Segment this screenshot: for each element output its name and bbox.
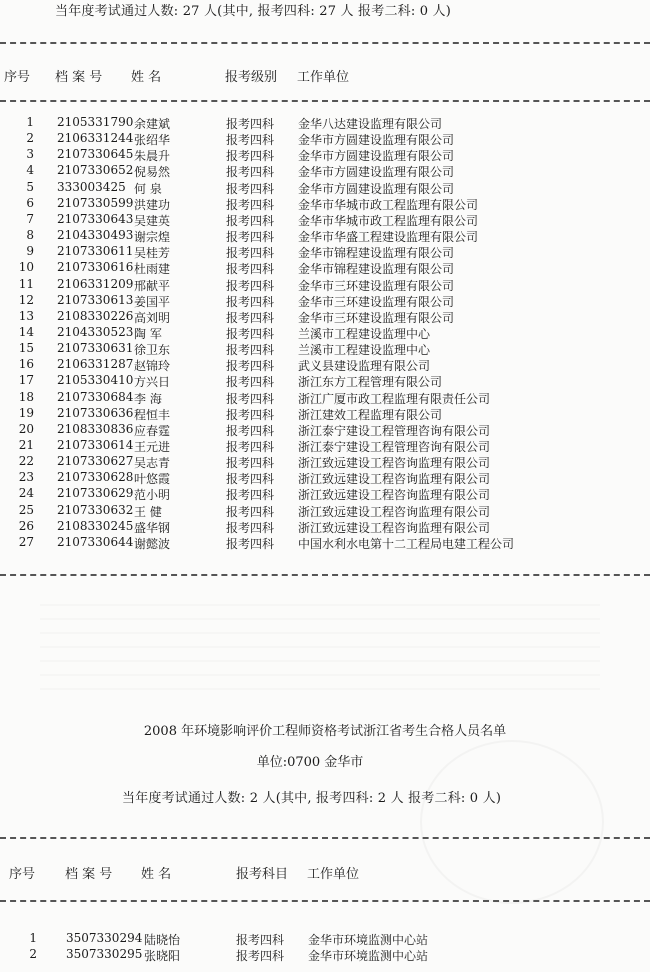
- table-row: [0, 422, 650, 438]
- row-index: 1: [26, 115, 34, 129]
- row-work-unit: 武义县建设监理有限公司: [298, 359, 431, 374]
- table-row: [0, 131, 650, 147]
- table-row: [0, 373, 650, 389]
- row-index: 5: [26, 179, 34, 194]
- row-work-unit: 金华市锦程建设监理有限公司: [298, 262, 455, 277]
- row-level: 报考四科: [226, 456, 275, 471]
- row-level: 报考四科: [226, 133, 275, 148]
- row-work-unit: 浙江致远建设工程咨询监理有限公司: [298, 456, 491, 471]
- row-name: 叶悠霞: [134, 472, 171, 487]
- row-name: 应春霆: [134, 423, 171, 438]
- row-name: 谢宗煌: [134, 230, 171, 245]
- row-name: 赵锦玲: [134, 359, 171, 374]
- table-row: [0, 947, 650, 963]
- table-row: [0, 535, 650, 551]
- row-level: 报考四科: [226, 181, 275, 196]
- row-name: 陶 军: [134, 326, 162, 341]
- row-file-number: 2104330523: [57, 324, 134, 339]
- row-work-unit: 兰溪市工程建设监理中心: [298, 343, 431, 358]
- row-level: 报考四科: [226, 520, 275, 535]
- row-level: 报考四科: [226, 472, 275, 487]
- row-index: 4: [26, 163, 34, 178]
- header2-file: 档 案 号: [65, 867, 113, 882]
- row-work-unit: 浙江致远建设工程咨询监理有限公司: [298, 472, 491, 487]
- section2-title: 2008 年环境影响评价工程师资格考试浙江省考生合格人员名单: [143, 724, 507, 739]
- row-name: 邢献平: [134, 278, 171, 293]
- row-level: 报考四科: [226, 440, 275, 454]
- divider-top-1: [0, 42, 650, 44]
- row-level: 报考四科: [226, 165, 275, 180]
- row-index: 27: [18, 534, 34, 549]
- table-row: [0, 260, 650, 276]
- table-row: [0, 293, 650, 309]
- row-level: 报考四科: [226, 294, 275, 309]
- row-work-unit: 金华市环境监测中心站: [308, 949, 429, 963]
- row-work-unit: 浙江致远建设工程咨询监理有限公司: [298, 488, 491, 503]
- row-index: 7: [26, 211, 34, 226]
- row-name: 盛华钢: [134, 520, 171, 535]
- row-work-unit: 浙江东方工程管理有限公司: [298, 375, 443, 390]
- divider-header-1: [0, 100, 650, 102]
- table-row: [0, 931, 650, 947]
- row-level: 报考四科: [226, 359, 275, 374]
- header-idx: 序号: [4, 70, 31, 85]
- row-work-unit: 浙江致远建设工程咨询监理有限公司: [298, 504, 491, 519]
- row-work-unit: 金华市华城市政工程监理有限公司: [298, 197, 479, 212]
- row-name: 姜国平: [134, 294, 171, 309]
- row-work-unit: 浙江广厦市政工程监理有限责任公司: [298, 391, 491, 406]
- row-work-unit: 中国水利水电第十二工程局电建工程公司: [298, 536, 515, 551]
- row-name: 张绍华: [134, 133, 171, 148]
- table-row: [0, 115, 650, 131]
- row-work-unit: 兰溪市工程建设监理中心: [298, 326, 431, 341]
- row-name: 何 泉: [134, 181, 162, 196]
- row-file-number: 2107330611: [57, 244, 134, 259]
- row-index: 24: [18, 486, 34, 501]
- row-file-number: 3507330295: [66, 947, 143, 961]
- bleed-through-texture: [40, 600, 600, 690]
- row-file-number: 2107330644: [57, 534, 134, 549]
- row-file-number: 2107330599: [57, 195, 134, 210]
- row-file-number: 2108330836: [57, 421, 134, 436]
- row-file-number: 2106331244: [57, 131, 134, 146]
- header2-name: 姓 名: [141, 867, 172, 882]
- divider-bottom-1: [0, 574, 650, 576]
- row-index: 2: [26, 131, 34, 146]
- row-file-number: 2107330627: [57, 454, 134, 469]
- row-level: 报考四科: [226, 326, 275, 341]
- row-name: 杜雨建: [134, 262, 171, 277]
- row-file-number: 2107330632: [57, 502, 134, 517]
- row-name: 张晓阳: [144, 949, 181, 963]
- row-work-unit: 金华市华盛工程建设监理有限公司: [298, 230, 479, 245]
- row-index: 15: [18, 341, 34, 356]
- table-row: [0, 454, 650, 470]
- section2-unit: 单位:0700 金华市: [256, 755, 364, 770]
- row-file-number: 2106331209: [57, 276, 134, 291]
- row-index: 3: [26, 147, 34, 162]
- row-work-unit: 金华市方圆建设监理有限公司: [298, 165, 455, 180]
- table-row: [0, 470, 650, 486]
- row-work-unit: 金华市锦程建设监理有限公司: [298, 246, 455, 261]
- row-index: 9: [26, 244, 34, 259]
- row-level: 报考四科: [226, 278, 275, 293]
- table-row: [0, 180, 650, 196]
- row-index: 11: [18, 276, 34, 291]
- row-level: 报考四科: [226, 246, 275, 261]
- table-row: [0, 212, 650, 228]
- row-name: 王元进: [134, 440, 171, 454]
- row-index: 25: [18, 502, 34, 517]
- row-level: 报考四科: [226, 262, 275, 277]
- row-name: 吴建英: [134, 213, 171, 228]
- row-index: 14: [18, 324, 34, 339]
- row-name: 程恒丰: [134, 407, 171, 422]
- row-level: 报考四科: [226, 149, 275, 164]
- table-row: [0, 390, 650, 406]
- row-file-number: 2107330643: [57, 211, 134, 226]
- table-row: [0, 244, 650, 260]
- header2-unit: 工作单位: [307, 867, 360, 882]
- row-file-number: 2107330652: [57, 163, 134, 178]
- table-row: [0, 325, 650, 341]
- row-work-unit: 金华市三环建设监理有限公司: [298, 294, 455, 309]
- row-file-number: 333003425: [57, 179, 126, 194]
- table-row: [0, 406, 650, 422]
- header-file: 档 案 号: [55, 70, 103, 85]
- row-work-unit: 金华市三环建设监理有限公司: [298, 310, 455, 325]
- row-work-unit: 金华市方圆建设监理有限公司: [298, 133, 455, 148]
- table-row: [0, 277, 650, 293]
- row-level: 报考四科: [226, 391, 275, 406]
- row-index: 12: [18, 292, 34, 307]
- table-row: [0, 341, 650, 357]
- row-file-number: 2108330226: [57, 308, 134, 323]
- row-file-number: 3507330294: [66, 931, 143, 945]
- row-file-number: 2108330245: [57, 518, 134, 533]
- table-row: [0, 228, 650, 244]
- row-work-unit: 金华市环境监测中心站: [308, 933, 429, 947]
- row-level: 报考四科: [226, 536, 275, 551]
- row-name: 倪易然: [134, 165, 171, 180]
- row-file-number: 2107330613: [57, 292, 134, 307]
- row-file-number: 2104330493: [57, 228, 134, 243]
- header-name: 姓 名: [131, 70, 162, 85]
- table-row: [0, 503, 650, 519]
- table-row: [0, 357, 650, 373]
- row-level: 报考四科: [226, 423, 275, 438]
- row-index: 26: [18, 518, 34, 533]
- row-file-number: 2107330614: [57, 438, 134, 452]
- row-work-unit: 金华市方圆建设监理有限公司: [298, 149, 455, 164]
- row-level: 报考四科: [226, 504, 275, 519]
- row-index: 13: [18, 308, 34, 323]
- row-name: 李 海: [134, 391, 162, 406]
- row-file-number: 2105330410: [57, 373, 134, 388]
- row-level: 报考四科: [226, 343, 275, 358]
- row-work-unit: 金华市华城市政工程监理有限公司: [298, 213, 479, 228]
- row-work-unit: 浙江泰宁建设工程管理咨询有限公司: [298, 440, 491, 454]
- divider-header-2: [0, 900, 650, 902]
- row-file-number: 2107330684: [57, 389, 134, 404]
- row-level: 报考四科: [236, 933, 285, 947]
- row-level: 报考四科: [226, 310, 275, 325]
- row-work-unit: 金华八达建设监理有限公司: [298, 117, 443, 131]
- row-level: 报考四科: [226, 117, 275, 131]
- row-name: 洪建功: [134, 197, 171, 212]
- row-work-unit: 浙江建效工程监理有限公司: [298, 407, 443, 422]
- row-index: 16: [18, 357, 34, 372]
- table-row: [0, 309, 650, 325]
- row-index: 2: [29, 947, 37, 961]
- header2-level: 报考科目: [236, 867, 289, 882]
- row-name: 谢懿波: [134, 536, 171, 551]
- row-index: 20: [18, 421, 34, 436]
- row-file-number: 2107330631: [57, 341, 134, 356]
- row-name: 余建斌: [134, 117, 171, 131]
- row-name: 朱晨升: [134, 149, 171, 164]
- row-file-number: 2107330616: [57, 260, 134, 275]
- header-unit: 工作单位: [297, 70, 350, 85]
- row-work-unit: 金华市三环建设监理有限公司: [298, 278, 455, 293]
- table-row: [0, 519, 650, 535]
- row-level: 报考四科: [226, 213, 275, 228]
- header-level: 报考级别: [225, 70, 278, 85]
- row-level: 报考四科: [226, 407, 275, 422]
- row-index: 21: [18, 438, 34, 452]
- row-index: 1: [29, 931, 37, 945]
- table-row: [0, 147, 650, 163]
- section2-summary: 当年度考试通过人数: 2 人(其中, 报考四科: 2 人 报考二科: 0 人): [122, 791, 502, 806]
- row-name: 吴志青: [134, 456, 171, 471]
- row-file-number: 2105331790: [57, 115, 134, 129]
- row-level: 报考四科: [226, 197, 275, 212]
- row-name: 陆晓怡: [144, 933, 181, 947]
- row-name: 方兴日: [134, 375, 171, 390]
- row-index: 10: [18, 260, 34, 275]
- row-file-number: 2107330629: [57, 486, 134, 501]
- row-file-number: 2107330628: [57, 470, 134, 485]
- row-index: 23: [18, 470, 34, 485]
- divider-top-2: [0, 837, 650, 839]
- row-file-number: 2107330636: [57, 405, 134, 420]
- row-name: 吴桂芳: [134, 246, 171, 261]
- table-row: [0, 163, 650, 179]
- row-index: 6: [26, 195, 34, 210]
- table-row: [0, 486, 650, 502]
- row-index: 18: [18, 389, 34, 404]
- row-index: 17: [18, 373, 34, 388]
- row-index: 8: [26, 228, 34, 243]
- row-level: 报考四科: [236, 949, 285, 963]
- row-file-number: 2106331287: [57, 357, 134, 372]
- row-work-unit: 浙江致远建设工程咨询监理有限公司: [298, 520, 491, 535]
- row-level: 报考四科: [226, 375, 275, 390]
- table-row: [0, 196, 650, 212]
- row-file-number: 2107330645: [57, 147, 134, 162]
- row-name: 徐卫东: [134, 343, 171, 358]
- row-work-unit: 浙江泰宁建设工程管理咨询有限公司: [298, 423, 491, 438]
- row-work-unit: 金华市方圆建设监理有限公司: [298, 181, 455, 196]
- header2-idx: 序号: [9, 867, 36, 882]
- row-index: 19: [18, 405, 34, 420]
- row-index: 22: [18, 454, 34, 469]
- row-level: 报考四科: [226, 488, 275, 503]
- row-name: 高刘明: [134, 310, 171, 325]
- row-name: 范小明: [134, 488, 171, 503]
- section1-summary: 当年度考试通过人数: 27 人(其中, 报考四科: 27 人 报考二科: 0 人): [55, 4, 452, 19]
- row-name: 王 健: [134, 504, 162, 519]
- row-level: 报考四科: [226, 230, 275, 245]
- table-row: [0, 438, 650, 454]
